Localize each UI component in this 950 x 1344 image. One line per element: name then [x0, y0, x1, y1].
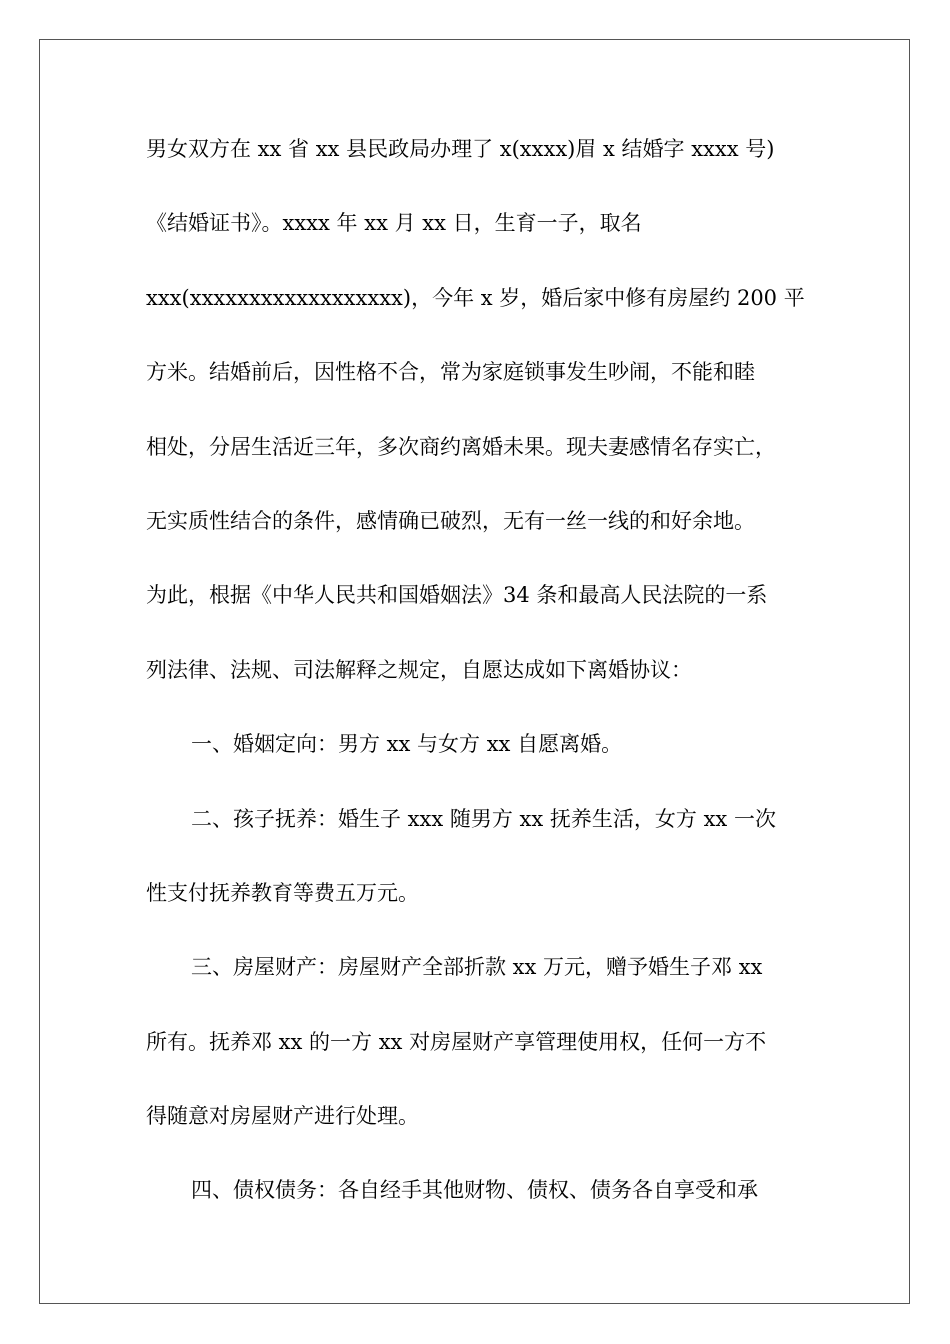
text-line: 无实质性结合的条件，感情确已破烈，无有一丝一线的和好余地。	[146, 508, 755, 533]
text-line: xxx(xxxxxxxxxxxxxxxxxx)，今年 x 岁，婚后家中修有房屋约 200 平	[146, 285, 805, 310]
text-line: 四、债权债务：各自经手其他财物、债权、债务各自享受和承	[191, 1178, 758, 1203]
text-line: 男女双方在 xx 省 xx 县民政局办理了 x(xxxx)眉 x 结婚字 xxxx 号)	[146, 137, 775, 161]
text-line: 《结婚证书》。xxxx 年 xx 月 xx 日，生育一子，取名	[146, 211, 642, 236]
text-line: 为此，根据《中华人民共和国婚姻法》34 条和最高人民法院的一系	[146, 583, 768, 608]
text-line: 得随意对房屋财产进行处理。	[146, 1104, 419, 1129]
text-line: 三、房屋财产：房屋财产全部折款 xx 万元，赠予婚生子邓 xx	[191, 955, 763, 980]
text-line: 二、孩子抚养：婚生子 xxx 随男方 xx 抚养生活，女方 xx 一次	[191, 806, 776, 831]
text-line: 性支付抚养教育等费五万元。	[146, 880, 419, 905]
text-line: 所有。抚养邓 xx 的一方 xx 对房屋财产享管理使用权，任何一方不	[146, 1029, 767, 1054]
text-line: 方米。结婚前后，因性格不合，常为家庭锁事发生吵闹，不能和睦	[146, 360, 755, 385]
document-body	[146, 112, 816, 1228]
text-line: 相处，分居生活近三年，多次商约离婚未果。现夫妻感情名存实亡，	[146, 434, 776, 459]
text-line: 一、婚姻定向：男方 xx 与女方 xx 自愿离婚。	[191, 732, 623, 757]
text-line: 列法律、法规、司法解释之规定，自愿达成如下离婚协议：	[146, 657, 692, 682]
